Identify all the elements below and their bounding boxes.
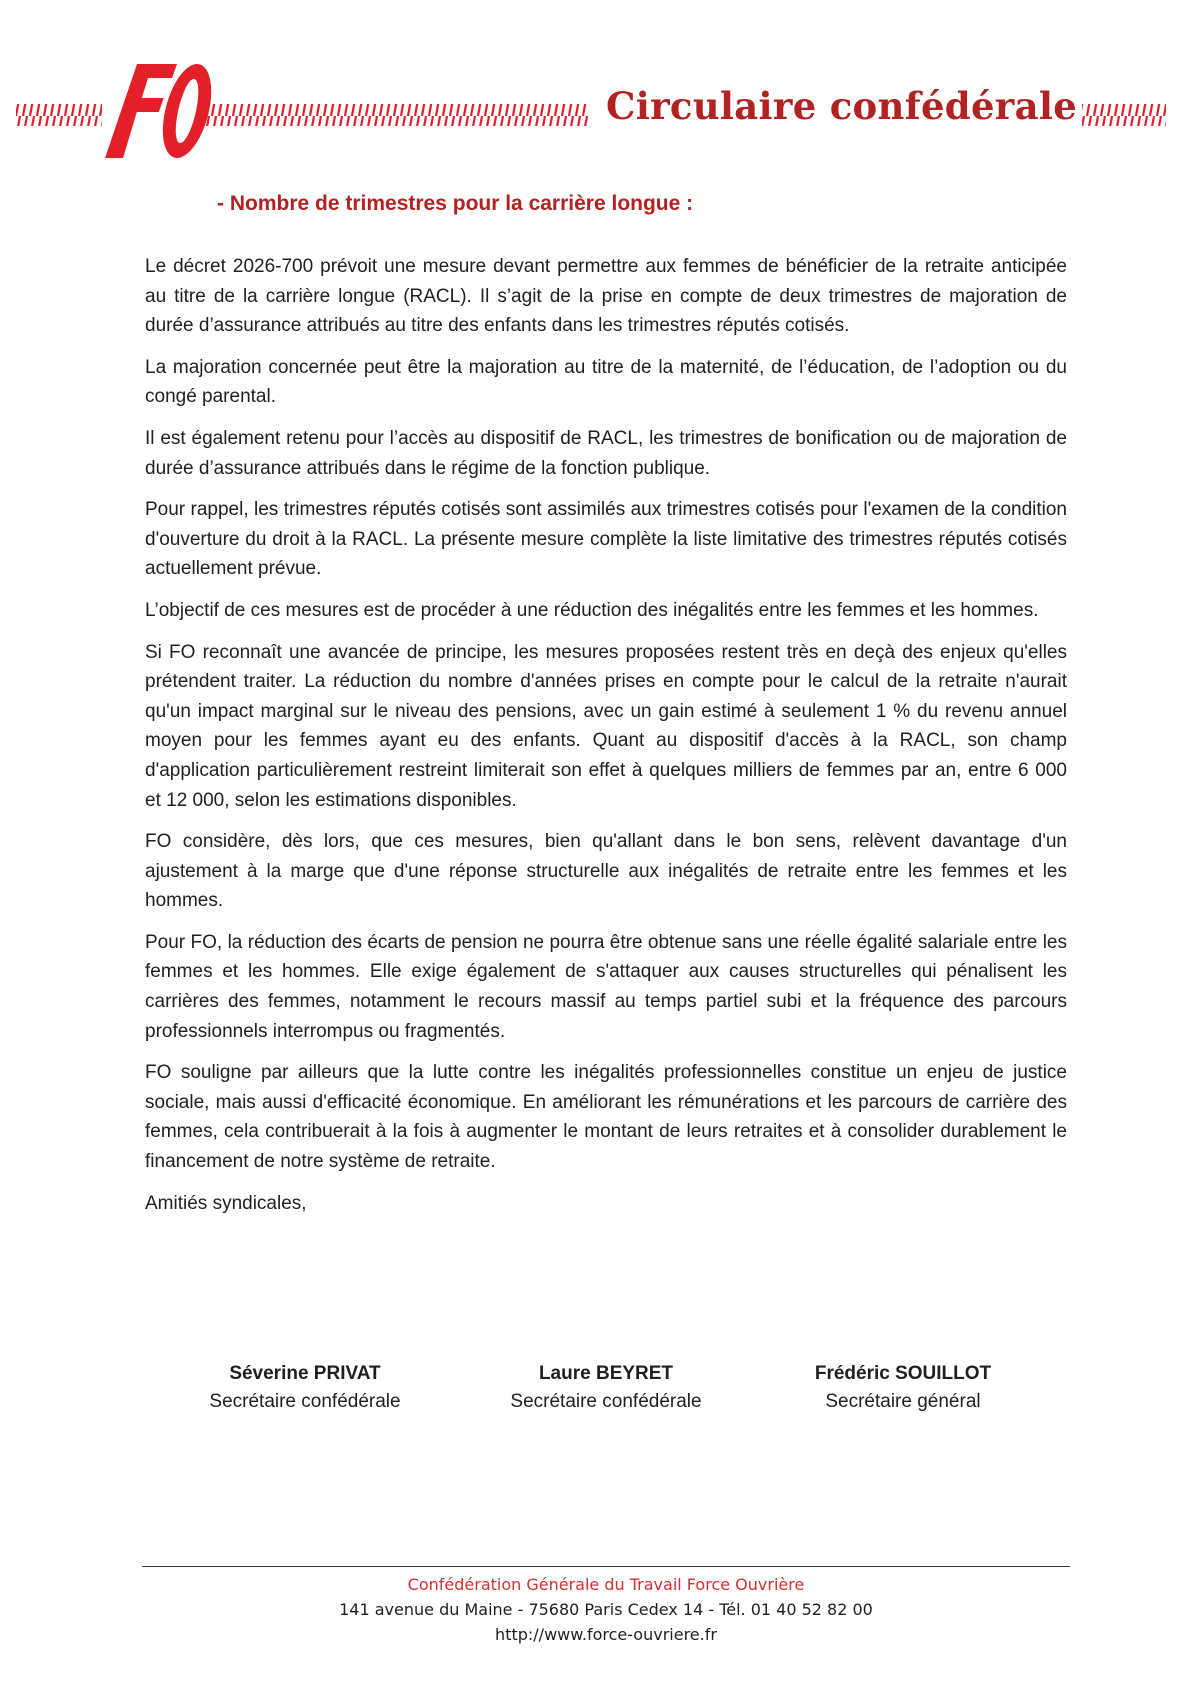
middle-slash-decoration (206, 104, 588, 126)
paragraph: FO considère, dès lors, que ces mesures, bien qu'allant dans le bon sens, relèvent davantage d'un ajustement à la marge que d'une réponse structurelle aux inégalités de retraite entre les femmes et les hommes. (145, 831, 1067, 912)
signatory (753, 1360, 1053, 1416)
signatory (155, 1360, 455, 1416)
paragraph: L’objectif de ces mesures est de procéder à une réduction des inégalités entre les femmes et les hommes. (145, 599, 1039, 621)
right-slash-decoration (1082, 104, 1166, 126)
footer-organization: Confédération Générale du Travail Force Ouvrière (407, 1575, 805, 1594)
paragraph: Le décret 2026-700 prévoit une mesure devant permettre aux femmes de bénéficier de la retraite anticipée au titre de la carrière longue (RACL). Il s’agit de la prise en compte de deux trimestres de majoration de durée d’assurance attribués au titre des enfants dans les trimestres réputés cotisés. (145, 256, 1067, 337)
signatory (456, 1360, 756, 1416)
paragraph: FO souligne par ailleurs que la lutte contre les inégalités professionnelles constitue un enjeu de justice sociale, mais aussi d'efficacité économique. En améliorant les rémunérations et les parcours de carrière des femmes, cela contribuerait à la fois à augmenter le montant de leurs retraites et à consolider durablement le financement de notre système de retraite. (145, 1062, 1067, 1173)
footer-divider (142, 1566, 1070, 1567)
paragraph: Pour rappel, les trimestres réputés cotisés sont assimilés aux trimestres cotisés pour l'examen de la condition d'ouverture du droit à la RACL. La présente mesure complète la liste limitative des trimestres réputés cotisés actuellement prévue. (145, 499, 1067, 580)
signatory-name: Laure BEYRET (538, 1363, 674, 1384)
footer-website-link[interactable]: http://www.force-ouvriere.fr (495, 1625, 717, 1644)
left-slash-decoration (16, 104, 102, 126)
document-title: Circulaire confédérale (606, 84, 1078, 128)
footer-address: 141 avenue du Maine - 75680 Paris Cedex 14 - Tél. 01 40 52 82 00 (339, 1600, 873, 1619)
document-footer (142, 1572, 1070, 1647)
paragraph: Si FO reconnaît une avancée de principe, les mesures proposées restent très en deçà des enjeux qu'elles prétendent traiter. La réduction du nombre d'années prises en compte pour le calcul de la retraite n'aurait qu'un impact marginal sur le niveau des pensions, avec un gain estimé à seulement 1 % du revenu annuel moyen pour les femmes ayant eu des enfants. Quant au dispositif d'accès à la RACL, son champ d'application particulièrement restreint limiterait son effet à quelques milliers de femmes par an, entre 6 000 et 12 000, selon les estimations disponibles. (145, 641, 1067, 811)
signatory-role: Secrétaire général (825, 1391, 981, 1412)
signatory-name: Frédéric SOUILLOT (814, 1363, 992, 1384)
paragraph: Il est également retenu pour l’accès au dispositif de RACL, les trimestres de bonification ou de majoration de durée d’assurance attribués dans le régime de la fonction publique. (145, 427, 1067, 479)
document-body (145, 252, 1067, 1230)
signatory-role: Secrétaire confédérale (510, 1391, 702, 1412)
fo-logo (105, 64, 219, 158)
paragraph: Pour FO, la réduction des écarts de pension ne pourra être obtenue sans une réelle égalité salariale entre les femmes et les hommes. Elle exige également de s'attaquer aux causes structurelles qui pénalisent les carrières des femmes, notamment le recours massif au temps partiel subi et la fréquence des parcours professionnels interrompus ou fragmentés. (145, 931, 1067, 1042)
signatory-role: Secrétaire confédérale (209, 1391, 401, 1412)
section-heading: - Nombre de trimestres pour la carrière longue : (217, 192, 694, 215)
signature-block (145, 1360, 1067, 1420)
closing-salutation: Amitiés syndicales, (145, 1192, 307, 1214)
signatory-name: Séverine PRIVAT (229, 1363, 381, 1384)
paragraph: La majoration concernée peut être la majoration au titre de la maternité, de l’éducation, de l’adoption ou du congé parental. (145, 356, 1067, 408)
document-header (0, 50, 1200, 180)
